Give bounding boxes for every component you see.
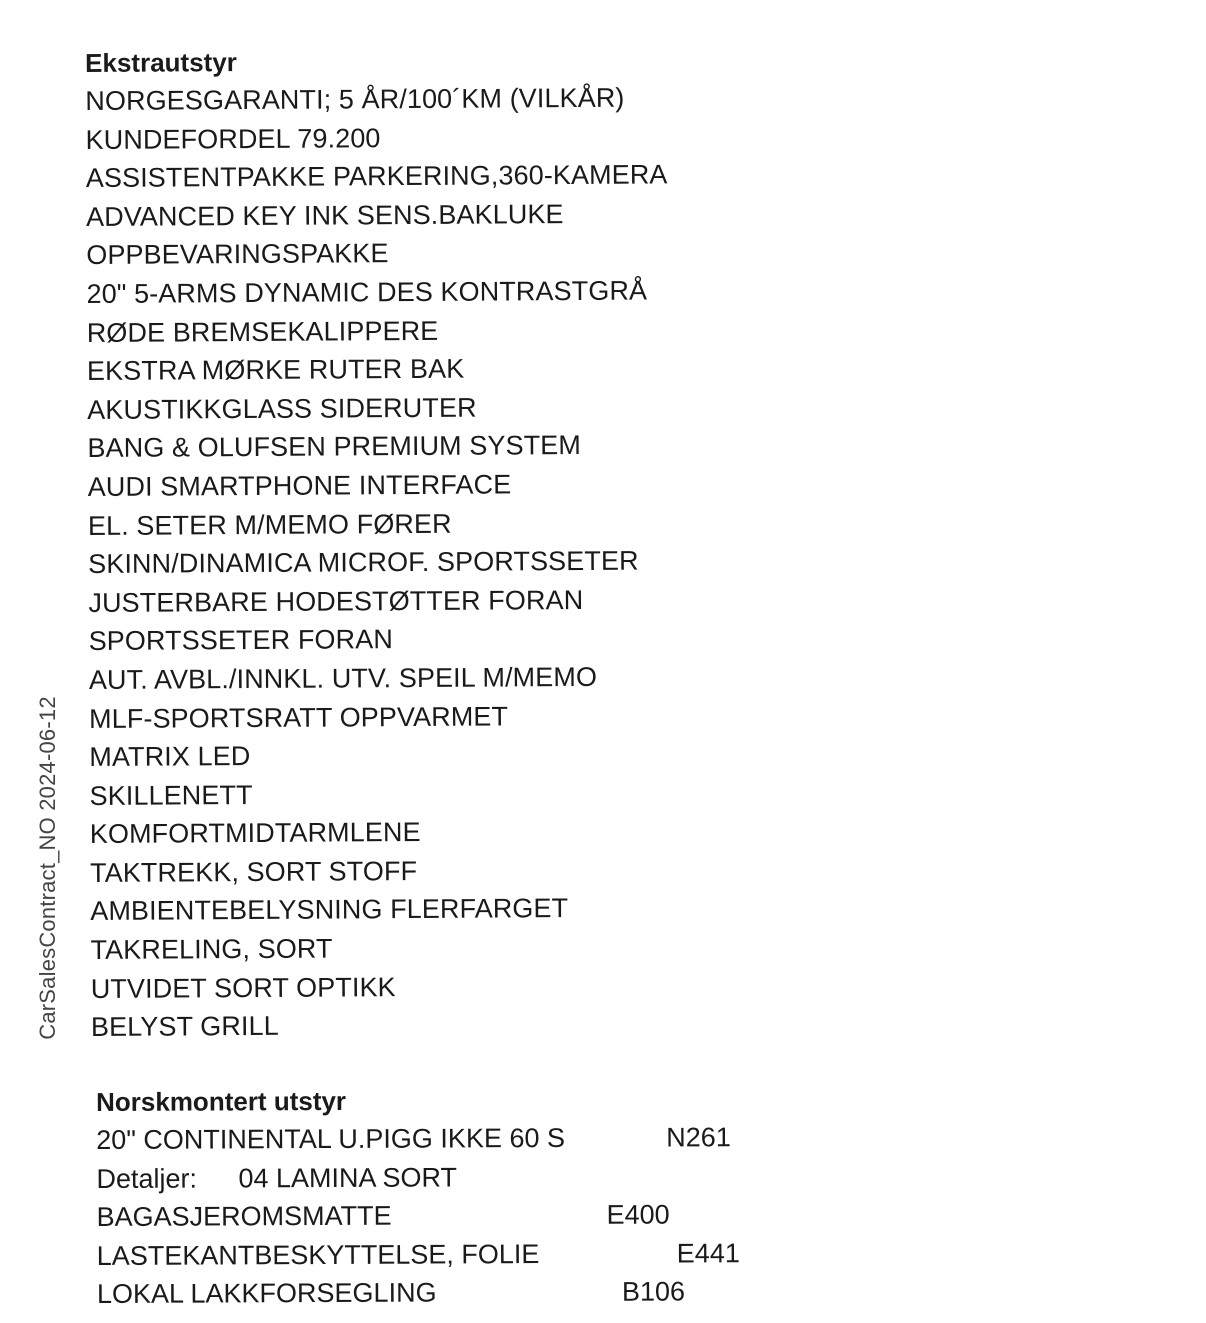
document-side-label: CarSalesContract_NO 2024-06-12 (35, 696, 60, 1040)
equipment-row (97, 1273, 740, 1314)
list-item: UTVIDET SORT OPTIKK (90, 971, 396, 1004)
equipment-code: E400 (606, 1199, 670, 1230)
extras-heading: Ekstrautstyr (85, 47, 237, 78)
list-item: OPPBEVARINGSPAKKE (86, 238, 389, 271)
list-item: SKINN/DINAMICA MICROF. SPORTSSETER (88, 545, 639, 580)
equipment-description: LOKAL LAKKFORSEGLING (96, 1277, 437, 1310)
list-item: RØDE BREMSEKALIPPERE (86, 315, 439, 348)
equipment-row (96, 1118, 739, 1159)
list-item: AKUSTIKKGLASS SIDERUTER (87, 392, 477, 425)
list-item: MATRIX LED (89, 741, 251, 773)
norwegian-section (96, 1080, 740, 1314)
list-item: AMBIENTEBELYSNING FLERFARGET (90, 893, 569, 927)
list-item: MLF-SPORTSRATT OPPVARMET (89, 700, 509, 734)
list-item: AUDI SMARTPHONE INTERFACE (87, 469, 512, 502)
equipment-description: LASTEKANTBESKYTTELSE, FOLIE (96, 1238, 540, 1271)
equipment-row (97, 1195, 740, 1236)
extras-section (85, 40, 673, 1046)
list-item: SKILLENETT (89, 779, 253, 811)
equipment-description: 20" CONTINENTAL U.PIGG IKKE 60 S (96, 1122, 566, 1155)
equipment-row (96, 1157, 739, 1198)
list-item: ASSISTENTPAKKE PARKERING,360-KAMERA (85, 159, 668, 194)
list-item: ADVANCED KEY INK SENS.BAKLUKE (85, 198, 564, 232)
equipment-code: N261 (666, 1122, 731, 1153)
list-item: SPORTSSETER FORAN (88, 624, 394, 657)
list-item: AUT. AVBL./INNKL. UTV. SPEIL M/MEMO (88, 661, 598, 695)
norwegian-heading: Norskmontert utstyr (96, 1085, 347, 1117)
equipment-description: 04 LAMINA SORT (238, 1162, 458, 1193)
list-item: KUNDEFORDEL 79.200 (85, 122, 381, 155)
details-label: Detaljer: (96, 1163, 198, 1194)
equipment-code: E441 (676, 1237, 740, 1269)
list-item: JUSTERBARE HODESTØTTER FORAN (88, 584, 584, 618)
equipment-row (97, 1234, 740, 1275)
equipment-description: BAGASJEROMSMATTE (96, 1200, 392, 1233)
extras-list (85, 78, 673, 1046)
list-item: 20" 5-ARMS DYNAMIC DES KONTRASTGRÅ (86, 275, 648, 309)
list-item: EL. SETER M/MEMO FØRER (87, 508, 452, 541)
list-item: BANG & OLUFSEN PREMIUM SYSTEM (87, 430, 582, 464)
list-item: NORGESGARANTI; 5 ÅR/100´KM (VILKÅR) (85, 82, 625, 116)
list-item: TAKRELING, SORT (90, 933, 333, 966)
list-item: EKSTRA MØRKE RUTER BAK (86, 353, 465, 387)
list-item: KOMFORTMIDTARMLENE (89, 817, 421, 850)
list-item: TAKTREKK, SORT STOFF (89, 855, 418, 888)
equipment-code: B106 (621, 1276, 686, 1308)
list-item: BELYST GRILL (90, 1011, 279, 1043)
